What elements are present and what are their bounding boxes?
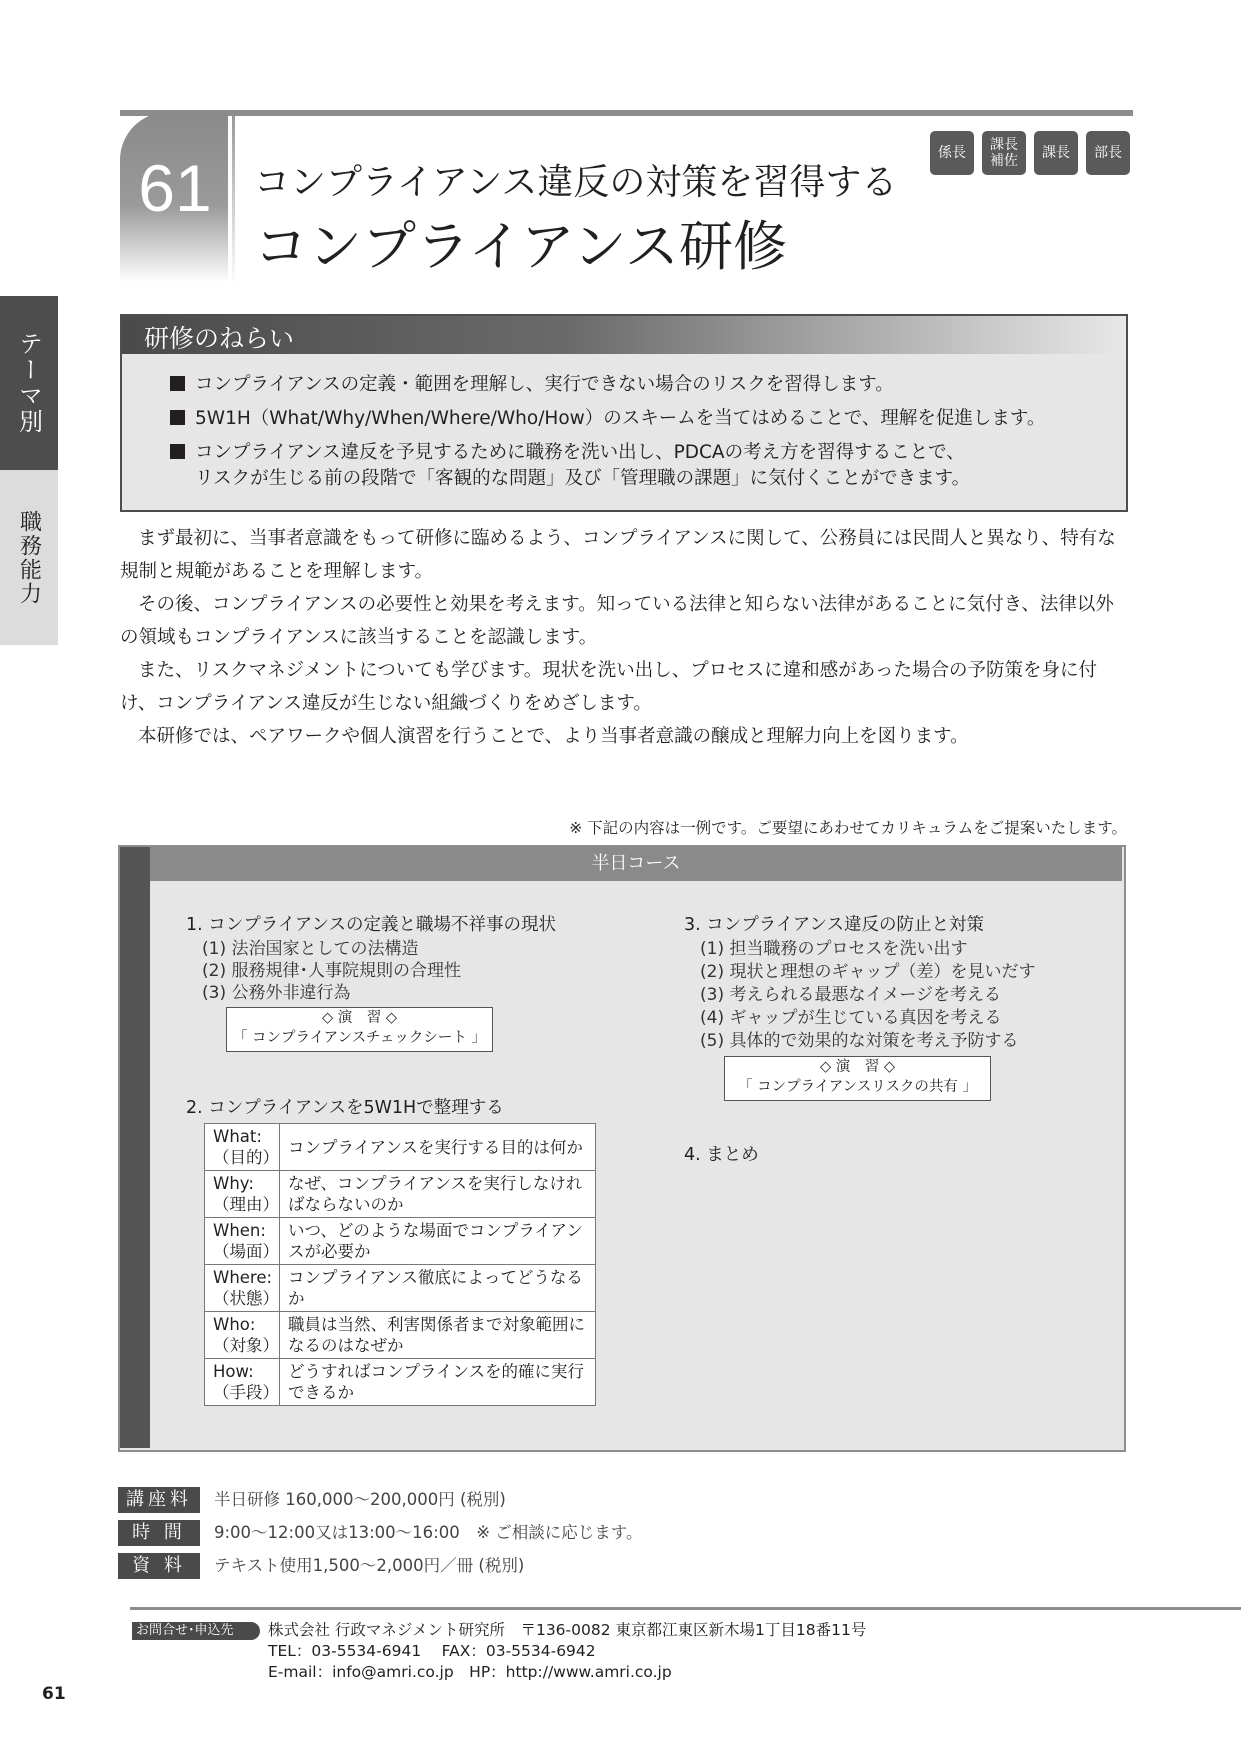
table-row bbox=[205, 1359, 596, 1406]
bullet-square-icon bbox=[170, 444, 185, 459]
contact-web[interactable]: E-mail：info@amri.co.jp HP：http://www.amri.co.jp bbox=[268, 1663, 672, 1681]
contact-address: 株式会社 行政マネジメント研究所 〒136-0082 東京都江東区新木場1丁目18番11号 bbox=[268, 1621, 867, 1639]
contact-label: お問合せ･申込先 bbox=[132, 1622, 260, 1640]
fee-label: 講座料 bbox=[118, 1487, 200, 1513]
side-tab-theme[interactable]: テーマ別 bbox=[0, 296, 58, 470]
header-divider bbox=[232, 116, 235, 286]
course-side-bar bbox=[120, 847, 150, 1448]
bullet-square-icon bbox=[170, 410, 185, 425]
5w1h-table bbox=[204, 1123, 596, 1406]
page-title: コンプライアンス研修 bbox=[254, 215, 787, 278]
table-value: いつ、どのような場面でコンプライアンスが必要か bbox=[280, 1218, 596, 1265]
body-paragraph: 本研修では、ペアワークや個人演習を行うことで、より当事者意識の醸成と理解力向上を図ります。 bbox=[138, 726, 969, 747]
course-title: 半日コース bbox=[150, 847, 1122, 881]
section-3-item: (4) ギャップが生じている真因を考える bbox=[700, 1008, 1002, 1028]
table-row bbox=[205, 1124, 596, 1171]
table-key: When: （場面） bbox=[205, 1218, 280, 1265]
body-paragraph: その後、コンプライアンスの必要性と効果を考えます。知っている法律と知らない法律があることに気付き、法律以外の領域もコンプライアンスに該当することを認識します。 bbox=[120, 594, 1114, 648]
table-key: How: （手段） bbox=[205, 1359, 280, 1406]
time-value: 9:00～12:00又は13:00～16:00 ※ ご相談に応じます。 bbox=[214, 1523, 643, 1542]
aims-title: 研修のねらい bbox=[144, 324, 295, 353]
table-row bbox=[205, 1171, 596, 1218]
exercise-label: ◇ 演 習 ◇ bbox=[321, 1010, 398, 1026]
page-subtitle: コンプライアンス違反の対策を習得する bbox=[254, 162, 898, 203]
contact-phone: TEL：03-5534-6941 FAX：03-5534-6942 bbox=[268, 1642, 596, 1660]
table-key: Why: （理由） bbox=[205, 1171, 280, 1218]
table-key: What: （目的） bbox=[205, 1124, 280, 1171]
chapter-number: 61 bbox=[138, 151, 212, 225]
table-key: Where: （状態） bbox=[205, 1265, 280, 1312]
time-label: 時 間 bbox=[118, 1520, 200, 1546]
section-3-item: (1) 担当職務のプロセスを洗い出す bbox=[700, 939, 968, 959]
table-row bbox=[205, 1312, 596, 1359]
section-3-item: (2) 現状と理想のギャップ（差）を見いだす bbox=[700, 962, 1036, 982]
table-row bbox=[205, 1218, 596, 1265]
aim-item: 5W1H（What/Why/When/Where/Who/How）のスキームを当てはめることで、理解を促進します。 bbox=[170, 406, 1045, 432]
side-tab-job-ability[interactable]: 職務能力 bbox=[0, 470, 58, 645]
footer-rule bbox=[130, 1607, 1241, 1610]
badge-kacho-hosa: 課長 補佐 bbox=[982, 131, 1026, 175]
table-value: なぜ、コンプライアンスを実行しなければならないのか bbox=[280, 1171, 596, 1218]
exercise-box-1 bbox=[226, 1007, 493, 1052]
section-1-item: (1) 法治国家としての法構造 bbox=[202, 939, 419, 959]
body-paragraph: まず最初に、当事者意識をもって研修に臨めるよう、コンプライアンスに関して、公務員には民間人と異なり、特有な規制と規範があることを理解します。 bbox=[120, 528, 1116, 582]
page-number: 61 bbox=[42, 1684, 66, 1704]
badge-kakaricho: 係長 bbox=[930, 131, 974, 175]
exercise-label: ◇ 演 習 ◇ bbox=[819, 1059, 896, 1075]
section-3-item: (5) 具体的で効果的な対策を考え予防する bbox=[700, 1031, 1019, 1051]
aim-item-continuation: リスクが生じる前の段階で「客観的な問題」及び「管理職の課題」に気付くことができます。 bbox=[195, 468, 971, 489]
table-row bbox=[205, 1265, 596, 1312]
section-2-title: 2. コンプライアンスを5W1Hで整理する bbox=[186, 1098, 504, 1118]
body-paragraph: また、リスクマネジメントについても学びます。現状を洗い出し、プロセスに違和感があった場合の予防策を身に付け、コンプライアンス違反が生じない組織づくりをめざします。 bbox=[120, 660, 1098, 714]
section-1-item: (3) 公務外非違行為 bbox=[202, 983, 351, 1003]
table-value: どうすればコンプラインスを的確に実行できるか bbox=[280, 1359, 596, 1406]
aim-item: コンプライアンスの定義・範囲を理解し、実行できない場合のリスクを習得します。 bbox=[170, 372, 894, 398]
bullet-square-icon bbox=[170, 376, 185, 391]
table-value: コンプライアンス徹底によってどうなるか bbox=[280, 1265, 596, 1312]
materials-value: テキスト使用1,500～2,000円／冊 (税別) bbox=[214, 1556, 525, 1575]
exercise-box-2 bbox=[724, 1056, 991, 1101]
header-rule bbox=[120, 110, 1133, 116]
exercise-name: 「 コンプライアンスチェックシート 」 bbox=[232, 1030, 487, 1046]
section-3-item: (3) 考えられる最悪なイメージを考える bbox=[700, 985, 1001, 1005]
aim-item: コンプライアンス違反を予見するために職務を洗い出し、PDCAの考え方を習得することで、 bbox=[170, 440, 965, 466]
fee-value: 半日研修 160,000～200,000円 (税別) bbox=[214, 1490, 506, 1509]
curriculum-note: ※ 下記の内容は一例です。ご要望にあわせてカリキュラムをご提案いたします。 bbox=[569, 819, 1127, 837]
table-value: コンプライアンスを実行する目的は何か bbox=[280, 1124, 596, 1171]
table-key: Who: （対象） bbox=[205, 1312, 280, 1359]
badge-bucho: 部長 bbox=[1086, 131, 1130, 175]
table-value: 職員は当然、利害関係者まで対象範囲になるのはなぜか bbox=[280, 1312, 596, 1359]
section-1-item: (2) 服務規律･人事院規則の合理性 bbox=[202, 961, 461, 981]
materials-label: 資 料 bbox=[118, 1553, 200, 1579]
section-3-title: 3. コンプライアンス違反の防止と対策 bbox=[684, 915, 984, 935]
badge-kacho: 課長 bbox=[1034, 131, 1078, 175]
section-4-title: 4. まとめ bbox=[684, 1145, 759, 1165]
section-1-title: 1. コンプライアンスの定義と職場不祥事の現状 bbox=[186, 915, 556, 935]
exercise-name: 「 コンプライアンスリスクの共有 」 bbox=[737, 1079, 978, 1095]
